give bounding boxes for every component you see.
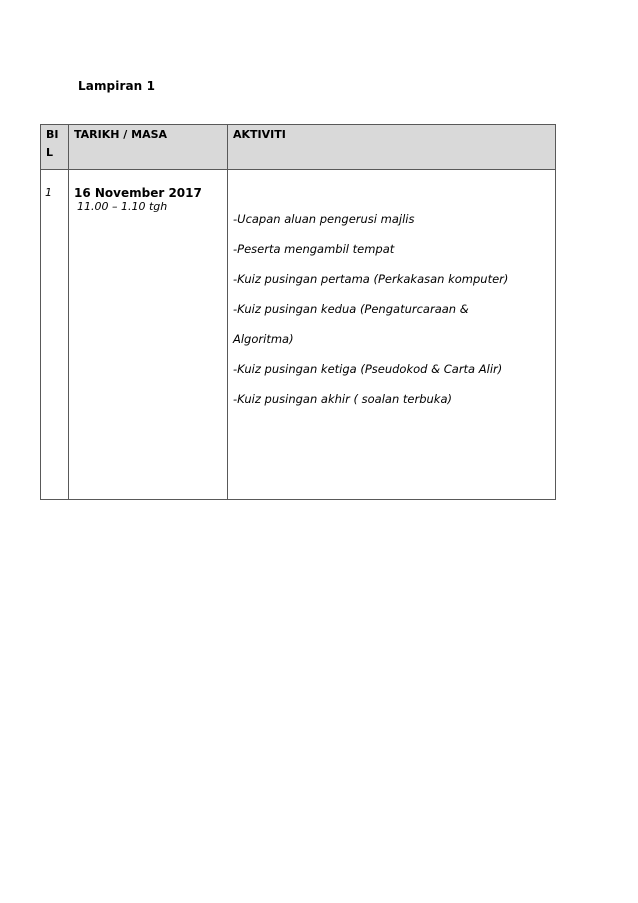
table-header-row xyxy=(41,125,556,170)
row-number: 1 xyxy=(45,186,52,199)
activity-item: -Kuiz pusingan kedua (Pengaturcaraan & xyxy=(233,302,469,316)
activity-item: -Kuiz pusingan pertama (Perkakasan komputer) xyxy=(233,272,509,286)
header-activity: AKTIVITI xyxy=(233,128,286,141)
activity-item: -Kuiz pusingan ketiga (Pseudokod & Carta Alir) xyxy=(233,362,503,376)
activity-item: -Peserta mengambil tempat xyxy=(233,242,395,256)
table-row xyxy=(41,170,556,500)
activity-item: -Kuiz pusingan akhir ( soalan terbuka) xyxy=(233,392,452,406)
event-time: 11.00 – 1.10 tgh xyxy=(77,200,168,213)
activity-item: -Ucapan aluan pengerusi majlis xyxy=(233,212,415,226)
header-date-cell xyxy=(69,125,228,170)
header-date-time: TARIKH / MASA xyxy=(74,128,168,141)
bil-cell xyxy=(41,170,69,500)
activity-item: Algoritma) xyxy=(233,332,294,346)
activity-cell xyxy=(228,170,556,500)
event-date: 16 November 2017 xyxy=(74,186,202,200)
activity-list xyxy=(228,170,555,414)
header-activity-cell xyxy=(228,125,556,170)
page-heading: Lampiran 1 xyxy=(78,79,156,93)
header-bil: BIL xyxy=(46,128,59,159)
schedule-table xyxy=(40,124,556,500)
header-bil-cell xyxy=(41,125,69,170)
date-cell xyxy=(69,170,228,500)
